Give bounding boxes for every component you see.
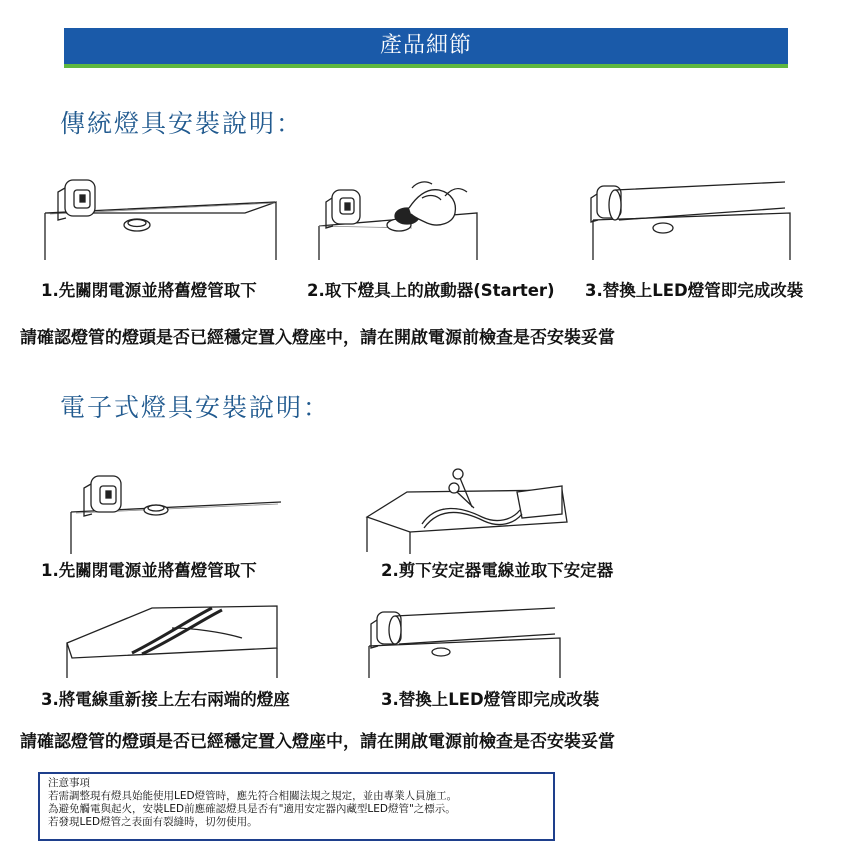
ballast-icon	[517, 486, 562, 518]
page-title: 產品細節	[379, 33, 472, 58]
notice-title: 注意事項	[48, 777, 90, 789]
lamp-socket-icon	[326, 190, 360, 228]
electronic-step3-caption: 3.將電線重新接上左右兩端的燈座	[41, 690, 290, 709]
notice-line: 若發現LED燈管之表面有裂縫時，切勿使用。	[48, 816, 258, 828]
notice-box	[38, 772, 555, 841]
traditional-section-title: 傳統燈具安裝說明：	[60, 109, 304, 138]
lamp-socket-icon	[84, 476, 121, 516]
hand-icon	[409, 182, 467, 225]
electronic-step2-caption: 2.剪下安定器電線並取下安定器	[381, 561, 614, 580]
notice-line: 為避免觸電與起火，安裝LED前應確認燈具是否有"適用安定器內藏型LED燈管"之標示。	[48, 803, 456, 815]
header-bar	[64, 28, 788, 68]
traditional-step3-caption: 3.替換上LED燈管即完成改裝	[585, 281, 804, 300]
electronic-step3-illustration	[62, 598, 282, 683]
traditional-step2-caption: 2.取下燈具上的啟動器(Starter)	[307, 281, 555, 300]
electronic-step2-illustration	[362, 462, 572, 557]
electronic-step4-caption: 3.替換上LED燈管即完成改裝	[381, 690, 600, 709]
lamp-socket-icon	[58, 180, 95, 220]
electronic-step4-illustration	[365, 598, 565, 683]
notice-line: 若需調整現有燈具始能使用LED燈管時，應先符合相關法規之規定，並由專業人員施工。	[48, 790, 458, 802]
electronic-section-title: 電子式燈具安裝說明：	[60, 393, 331, 422]
traditional-step1-illustration	[40, 168, 280, 263]
led-tube-icon	[389, 608, 555, 644]
electronic-step1-caption: 1.先關閉電源並將舊燈管取下	[41, 561, 257, 580]
traditional-note: 請確認燈管的燈頭是否已經穩定置入燈座中，請在開啟電源前檢查是否安裝妥當	[20, 328, 615, 348]
electronic-note: 請確認燈管的燈頭是否已經穩定置入燈座中，請在開啟電源前檢查是否安裝妥當	[20, 732, 615, 752]
electronic-step1-illustration	[66, 462, 286, 557]
traditional-step3-illustration	[585, 168, 795, 263]
traditional-step2-illustration	[317, 168, 487, 263]
traditional-step1-caption: 1.先關閉電源並將舊燈管取下	[41, 281, 257, 300]
